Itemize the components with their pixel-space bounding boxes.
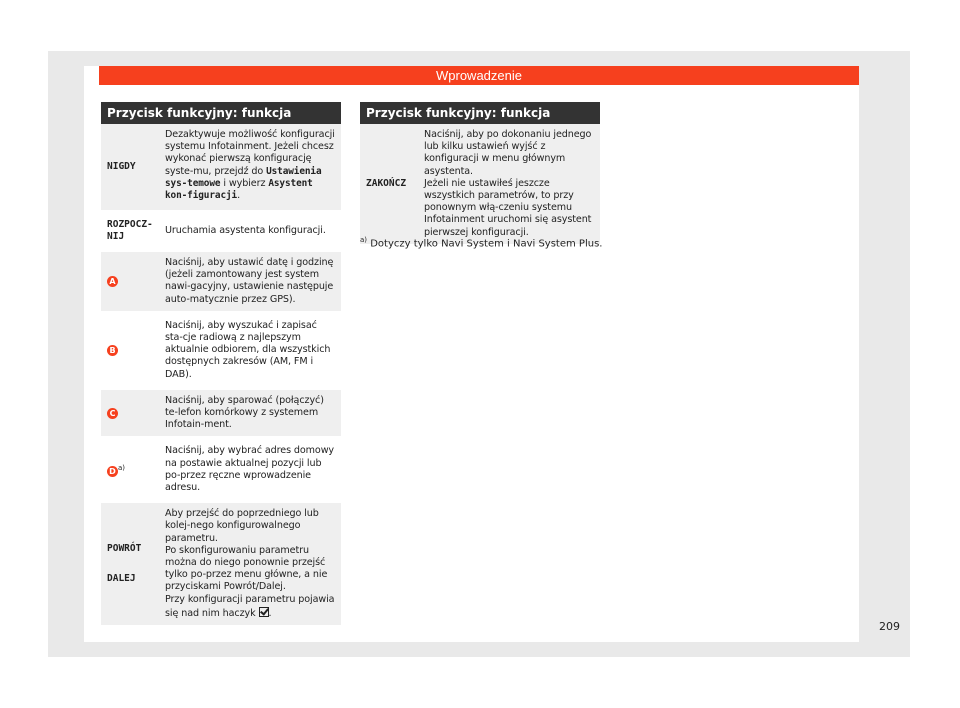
row-description: Naciśnij, aby ustawić datę i godzinę (jeżeli zamontowany jest system nawi-gacyjny, ustawienie następuje auto-matycznie przez GPS). — [165, 257, 334, 305]
key-c — [101, 390, 165, 437]
table-row — [101, 503, 341, 629]
button-c-icon: C — [107, 408, 118, 419]
left-function-table — [101, 102, 341, 629]
row-description: Naciśnij, aby po dokonaniu jednego lub kilku ustawień wyjść z konfiguracji w menu głównym asystenta. Jeżeli nie ustawiłeś jeszcze wszystkich parametrów, to przy ponownym włą-czeniu systemu Infotainment uruchomi się asystent pierwszej konfiguracji. — [424, 129, 592, 238]
table-row — [101, 124, 341, 214]
footnote-marker: a) — [118, 463, 126, 472]
table-row — [101, 315, 341, 390]
key-zakoncz: ZAKOŃCZ — [366, 177, 407, 189]
key-powrot-dalej — [101, 503, 165, 625]
key-nigdy: NIGDY — [107, 161, 136, 172]
page-number: 209 — [879, 620, 900, 633]
button-a-icon: A — [107, 276, 118, 287]
table-header: Przycisk funkcyjny: funkcja — [360, 102, 600, 124]
table-row — [101, 214, 341, 252]
table-row — [101, 390, 341, 441]
row-description: Dezaktywuje możliwość konfiguracji systemu Infotainment. Jeżeli chcesz wykonać pierwszą konfigurację syste-mu, przejdź do Ustawienia sys-temowe i wybierz Asystent kon-figuracji. — [165, 129, 335, 202]
footnote — [360, 236, 620, 249]
key-a — [101, 252, 165, 311]
table-row — [360, 124, 603, 250]
key-dalej: DALEJ — [107, 573, 136, 585]
row-description: Naciśnij, aby sparować (połączyć) te-lefon komórkowy z systemem Infotain-ment. — [165, 394, 324, 431]
button-b-icon: B — [107, 345, 118, 356]
footnote-text: Dotyczy tylko Navi System i Navi System Plus. — [370, 238, 603, 250]
table-header: Przycisk funkcyjny: funkcja — [101, 102, 341, 124]
row-description: Aby przejść do poprzedniego lub kolej-nego konfigurowalnego parametru. Po skonfigurowaniu parametru można do niego ponownie przejść tylko po-przez menu główne, a nie przyciskami Powrót/Dalej. Przy konfiguracji parametru pojawia się nad nim haczyk . — [165, 508, 335, 619]
right-function-table — [360, 102, 603, 250]
table-row — [101, 252, 341, 315]
table-row — [101, 440, 341, 503]
key-d — [101, 440, 165, 499]
key-rozpocznij: ROZPOCZ-NIJ — [107, 219, 153, 242]
button-d-icon: D — [107, 466, 118, 477]
key-b — [101, 315, 165, 386]
row-description: Naciśnij, aby wybrać adres domowy na postawie aktualnej pozycji lub po-przez ręczne wprowadzenie adresu. — [165, 445, 335, 494]
checkmark-icon — [259, 607, 269, 617]
section-header: Wprowadzenie — [99, 66, 859, 85]
key-powrot: POWRÓT — [107, 543, 142, 555]
row-description: Naciśnij, aby wyszukać i zapisać sta-cje radiową z najlepszym aktualnie odbiorem, dla wszystkich dostępnych zakresów (AM, FM i DAB). — [165, 319, 331, 380]
row-description: Uruchamia asystenta konfiguracji. — [165, 224, 326, 236]
footnote-marker: a) — [360, 236, 368, 244]
